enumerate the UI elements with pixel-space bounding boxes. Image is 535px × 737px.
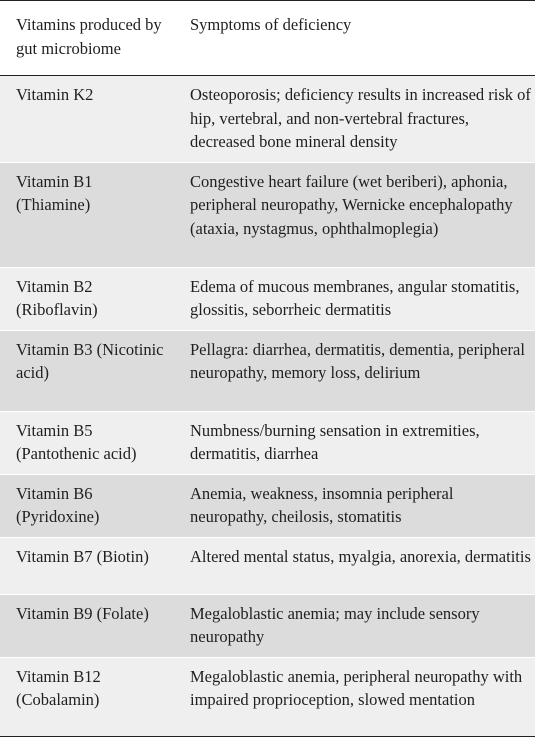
vitamin-cell: Vitamin B6 (Pyridoxine)	[16, 483, 100, 526]
vitamin-cell: Vitamin B2 (Riboflavin)	[16, 276, 98, 319]
vitamin-cell: Vitamin B12 (Cobalamin)	[16, 666, 101, 709]
symptoms-cell: Altered mental status, myalgia, anorexia, dermatitis	[190, 546, 531, 566]
symptoms-cell: Edema of mucous membranes, angular stomatitis, glossitis, seborrheic dermatitis	[190, 276, 520, 319]
symptoms-cell: Congestive heart failure (wet beriberi), aphonia, peripheral neuropathy, Wernicke encephalopathy (ataxia, nystagmus, ophthalmoplegia)	[190, 171, 513, 238]
vitamin-cell: Vitamin K2	[16, 85, 94, 104]
table-row	[0, 474, 535, 537]
symptoms-cell: Numbness/burning sensation in extremities, dermatitis, diarrhea	[190, 420, 480, 463]
table-row	[0, 657, 535, 736]
table-row	[0, 411, 535, 474]
table-row	[0, 594, 535, 657]
header-symptoms: Symptoms of deficiency	[190, 15, 352, 34]
table-row	[0, 162, 535, 267]
header-vitamins: Vitamins produced by gut microbiome	[16, 15, 162, 58]
table-row	[0, 330, 535, 411]
symptoms-cell: Megaloblastic anemia, peripheral neuropathy with impaired proprioception, slowed mentation	[190, 666, 523, 709]
vitamin-cell: Vitamin B7 (Biotin)	[16, 546, 149, 566]
vitamin-cell: Vitamin B9 (Folate)	[16, 603, 149, 623]
symptoms-cell: Megaloblastic anemia; may include sensory neuropathy	[190, 603, 480, 646]
table-row	[0, 267, 535, 330]
table-row	[0, 76, 535, 163]
vitamin-cell: Vitamin B1 (Thiamine)	[16, 171, 93, 214]
vitamin-cell: Vitamin B5 (Pantothenic acid)	[16, 420, 137, 463]
symptoms-cell: Pellagra: diarrhea, dermatitis, dementia, peripheral neuropathy, memory loss, delirium	[190, 339, 525, 382]
vitamin-cell: Vitamin B3 (Nicotinic acid)	[16, 339, 164, 382]
header-row	[0, 1, 535, 76]
table-body	[0, 76, 535, 737]
table-header	[0, 1, 535, 76]
symptoms-cell: Osteoporosis; deficiency results in increased risk of hip, vertebral, and non-vertebral fractures, decreased bone mineral density	[190, 85, 531, 151]
symptoms-cell: Anemia, weakness, insomnia peripheral neuropathy, cheilosis, stomatitis	[190, 483, 454, 526]
table-row	[0, 537, 535, 594]
